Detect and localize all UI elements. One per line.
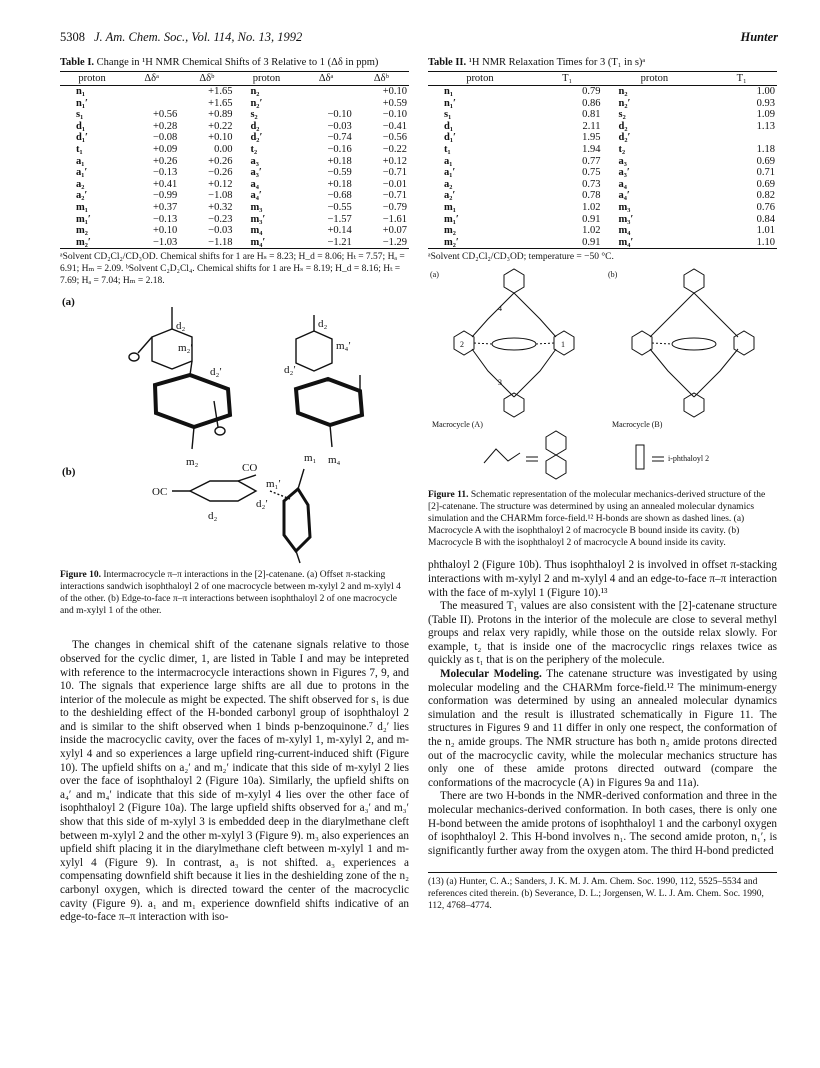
figure10-label: Figure 10. [60,570,101,581]
table-cell: a₁ [444,155,453,167]
table-cell: a₄′ [250,190,262,202]
table2-body [428,86,777,249]
table-cell: −0.59 [327,167,352,179]
fig11-label-b: (b) [608,270,618,280]
table-cell: m₄′ [602,237,706,249]
fig11-num-4: 4 [498,304,502,314]
table-cell: +0.56 [152,109,178,121]
table-cell [299,98,354,110]
table-cell: −1.29 [354,237,409,249]
table-cell: 1.94 [582,143,601,155]
table1-footnote: ᵃSolvent CD₂Cl₂/CD₃OD. Chemical shifts for 1 are Hₛ = 8.23; H_d = 8.06; Hₜ = 7.57; Hₐ = 6.91; Hₘ = 2.09. ᵇSolvent C₂D₂Cl₄. Chemical shifts for 1 are Hₛ = 8.19; H_d = 8.16; Hₜ = 7.69; Hₐ = 7.04; Hₘ = 2.18. [60,252,405,287]
table1-header-row [60,72,409,86]
table-cell: t₁ [76,143,83,155]
references: (13) (a) Hunter, C. A.; Sanders, J. K. M. J. Am. Chem. Soc. 1990, 112, 5525–5534 and references cited therein. (b) Severance, D. L.; Jorgensen, W. L. J. Am. Chem. Soc. 1990, 112, 4768–4774. [428,872,777,912]
table1-header-cell: Δδᵃ [124,72,179,86]
table-row [60,190,409,202]
table-cell: 1.18 [756,143,775,155]
table-row [428,109,777,121]
table-cell: −0.10 [382,109,407,121]
table1 [60,71,409,249]
table2-caption [428,56,777,69]
fig10-m-xylyl-1 [284,489,310,551]
table-cell: m₄ [618,225,631,237]
table-cell: +0.12 [208,178,233,190]
table-cell: −1.61 [382,213,407,225]
table-row [60,98,409,110]
table1-caption-text: Change in ¹H NMR Chemical Shifts of 3 Relative to 1 (Δδ in ppm) [96,57,379,68]
table-cell: 0.71 [756,167,775,179]
fig11-macro-a: Macrocycle (A) [432,420,483,430]
fig10-d2: d₂ [176,320,186,333]
table-cell: −1.18 [179,237,234,249]
table-cell: 1.95 [582,132,601,144]
fig10-ring-upper-right [296,331,332,371]
table-cell: a₁′ [444,167,456,179]
table-cell: n₂ [618,86,628,97]
fig10-d2p-right: d₂′ [284,364,296,377]
fig10-xylyl-right [296,379,362,425]
table-cell: a₂′ [76,190,88,202]
table-cell: n₁ [76,86,85,97]
table-row [60,156,409,168]
right-column [428,56,777,912]
table-cell: −0.41 [382,120,407,132]
table2-label: Table II. [428,57,467,68]
table-cell: −0.01 [382,178,407,190]
table-cell: m₂′ [428,237,532,249]
fig10-isophthaloyl-b [190,481,256,501]
table2-header-cell: T₁ [532,72,603,86]
table-cell: m₂′ [60,237,124,249]
left-column [60,56,409,925]
table-cell: −0.56 [382,132,407,144]
table-cell [124,86,179,98]
figure11-drawing [428,267,777,489]
table-cell: m₃ [618,201,631,213]
fig11-legend-text: i-phthaloyl 2 [668,454,710,464]
table-cell: +0.07 [382,225,407,237]
table-cell: a₁ [76,155,85,167]
table-cell: d₁′ [444,132,456,144]
table-cell: 1.00 [756,86,775,97]
table-cell: +1.65 [208,97,233,109]
table1-header-cell: Δδᵇ [179,72,234,86]
table-cell: −0.10 [327,109,352,121]
table-cell: 0.91 [532,237,603,249]
table-cell: 0.78 [582,190,601,202]
table-cell: −0.03 [327,120,352,132]
table-cell: n₁′ [444,97,456,109]
table-row [428,225,777,237]
table-row [428,98,777,110]
fig11-legend-phthaloyl [636,445,644,469]
table-cell: +0.09 [152,143,178,155]
table-cell: m₁′ [76,213,91,225]
table-cell: +0.10 [152,225,178,237]
fig10-m2p: m₂′ [178,342,193,355]
table-cell: a₂ [76,178,85,190]
table-cell: +0.10 [382,86,407,97]
table-cell: d₁′ [76,132,88,144]
table-cell: n₂ [250,86,260,97]
fig10-label-b: (b) [62,466,76,479]
table2-header-cell: T₁ [706,72,777,86]
fig11-a-cyclohexyl-top [504,269,524,293]
table1-header-cell: Δδᵃ [299,72,354,86]
figure11-label: Figure 11. [428,490,469,501]
table-cell: s₁ [444,109,452,121]
table-cell: +1.65 [208,86,233,97]
table-cell: d₁ [444,120,453,132]
table-cell: n₂′ [250,97,263,109]
table-cell: 0.69 [756,178,775,190]
table-cell: −0.22 [382,143,407,155]
table-row [428,179,777,191]
table-cell: 0.81 [582,109,601,121]
fig11-legend-xylyl [484,449,520,463]
table-cell: m₁ [444,201,456,213]
journal-citation: J. Am. Chem. Soc., Vol. 114, No. 13, 1992 [94,30,303,44]
table-cell: −0.03 [208,225,233,237]
table-cell: n₁ [444,86,453,97]
table-cell: 1.02 [582,201,601,213]
table-row [60,167,409,179]
fig11-label-a: (a) [430,270,439,280]
table-cell: −0.26 [208,167,233,179]
table-cell: a₃ [250,155,259,167]
table-cell: −0.74 [327,132,352,144]
table-cell: m₁′ [444,213,459,225]
table-cell: a₃′ [618,167,630,179]
left-paragraph: The changes in chemical shift of the catenane signals relative to those observed for the cyclic dimer, 1, are listed in Table I and may be intepreted with reference to the intermacrocycle interactions shown in Figures 7, 9, and 10. The signals that experience large shifts are all due to protons in the interior of the molecule as might be expected. The shift observed for s₁ is due to the deshielding effect of the H-bonded carbonyl group of isophthaloyl 2 and is similar to the shift observed when 1 binds p-benzoquinone.⁷ d₂′ lies inside the macrocyclic cavity, over the faces of m-xylyl 1, m-xylyl 2, and m-xylyl 4 and so experiences a large upfield ring-current-induced shift (Figure 10). The upfield shifts on a₂′ and m₂′ indicate that this side of m-xylyl 2 lies over the face of isophthaloyl 2 (Figure 10a). Similarly, the upfield shifts on a₄′ and m₄′ indicate that this side of m-xylyl 4 lies over the other face of isophthaloyl 2 (Figure 10a). The large upfield shifts observed for a₃′ and m₃′ show that this side of m-xylyl 3 is embedded deep in the diarylmethane cleft between m-xylyl 2 and the other m-xylyl 3 (Figure 9). m₃ also experiences an upfield shift placing it in the diarylmethane cleft between m-xylyl 1 and m-xylyl 4 (Figure 9). In contrast, a₃ is not shifted. a₃ experiences a compensating downfield shift because it lies in the deshielding zone of the n₂ carbonyl oxygen, which is directed toward the center of the macrocyclic cavity (Figure 9). a₁ and m₁ experience downfield shifts indicative of an edge-to-face π–π interaction with iso- [60,639,409,924]
table2 [428,71,777,249]
table-cell: +0.22 [208,120,233,132]
table-row [428,167,777,179]
page-number: 5308 [60,30,85,44]
table-cell: 0.82 [756,190,775,202]
table-cell: m₄′ [234,237,298,249]
fig10-label-a: (a) [62,296,75,309]
table-row [60,179,409,191]
table-cell: −0.55 [327,201,352,213]
table-cell [706,132,777,144]
running-header [60,30,778,50]
table-cell: s₂ [250,109,258,121]
table-row [428,190,777,202]
fig10-d2-b: d₂ [208,510,218,523]
right-paragraph-4: There are two H-bonds in the NMR-derived conformation and three in the molecular mechanics-derived conformation. In both cases, there is only one H-bond between the amide protons of isophthaloyl 1 and the carbonyl oxygen of isophthaloyl 2. This H-bond involves n₁. The second amide proton, n₁′, is significantly further away from the oxygen atom. The third H-bond predicted [428,790,777,857]
table-cell: −1.08 [208,190,233,202]
table-cell: t₂ [250,143,258,155]
right-body-text [428,559,777,858]
fig11-macro-b: Macrocycle (B) [612,420,663,430]
table-cell: t₂ [618,143,626,155]
table-row [428,156,777,168]
table-cell: a₃′ [250,167,262,179]
fig11-b-cyclohexyl-top [684,269,704,293]
table-cell: −0.71 [382,167,407,179]
table-cell: 0.00 [214,143,233,155]
table1-label: Table I. [60,57,95,68]
fig11-a-ring-2 [454,331,474,355]
table-cell: 0.76 [756,201,775,213]
table-cell: 0.73 [582,178,601,190]
table-cell: m₄ [250,225,263,237]
fig11-b-ring [632,331,652,355]
fig10-m4: m₄ [328,454,341,467]
running-author: Hunter [740,30,778,44]
right-paragraph-2: The measured T₁ values are also consistent with the [2]-catenane structure (Table II). Protons in the interior of the molecule are close to several methyl groups and relax very rapidly, while those on the outside relax slowly. For example, t₂ that is inside one of the macrocyclic rings relaxes twice as quickly as t₁ that is on the periphery of the molecule. [428,600,777,667]
table2-caption-text: ¹H NMR Relaxation Times for 3 (T₁ in s)ᵃ [468,57,646,68]
section-heading-molecular-modeling: Molecular Modeling. [440,668,542,681]
left-body-text [60,639,409,924]
table-cell: 1.01 [756,225,775,237]
table-cell: +0.18 [327,178,352,190]
table-cell: +0.18 [327,155,352,167]
table-cell: 1.09 [756,109,775,121]
table-cell: d₁ [76,120,85,132]
table-cell: −0.16 [327,143,352,155]
table-cell: −0.99 [152,190,178,202]
table-cell: a₄′ [618,190,630,202]
table-row [60,132,409,144]
table-cell: d₂′ [618,132,631,144]
fig11-a-guest [492,338,536,350]
table-row [428,144,777,156]
fig10-d2p: d₂′ [210,366,222,379]
table-cell: m₃′ [250,213,266,225]
table-cell: +0.37 [152,201,178,213]
fig11-num-2: 2 [460,340,464,350]
table-cell: −1.21 [299,237,354,249]
table-cell: m₂ [444,225,456,237]
table-cell: a₂ [444,178,453,190]
right-paragraph-3-text: The catenane structure was investigated by using molecular modeling and the CHARMm force-field.¹² The minimum-energy conformation was determined by using an annealed molecular dynamics simulation and the result is illustrated schematically in Figure 11. The structures in Figures 9 and 11 differ in only one respect, the conformation of the n₂ amide groups. The NMR structure has both n₂ amide protons directed out of the macrocyclic cavity, while the molecular mechanics structure has only one of these amide protons directed outward (compare the conformations of the macrocycle (A) in Figures 9a and 11a). [428,668,777,789]
table-cell: 1.13 [756,120,775,132]
table-cell: a₃ [618,155,627,167]
table-cell: 0.91 [582,213,601,225]
fig10-oc: OC [152,486,168,499]
fig10-m4p: m₄′ [336,340,351,353]
right-paragraph-1: phthaloyl 2 (Figure 10b). Thus isophthaloyl 2 is involved in offset π-stacking interactions with m-xylyl 2 and m-xylyl 4 and an edge-to-face π–π interaction with the face of m-xylyl 1 (Figure 10).¹³ [428,559,777,599]
table-cell: 0.93 [756,97,775,109]
table-row [428,121,777,133]
table-cell: 1.02 [582,225,601,237]
table-cell: +0.26 [208,155,233,167]
table2-header-cell: proton [602,72,706,86]
table-cell: 0.77 [582,155,601,167]
table-cell: a₂′ [444,190,456,202]
table-cell: n₂′ [618,97,631,109]
table-cell: −1.03 [124,237,179,249]
table-cell: a₄ [250,178,259,190]
table-cell: 1.10 [706,237,777,249]
table-row [60,86,409,98]
table-cell: −0.68 [327,190,352,202]
table-cell: −0.13 [152,167,178,179]
table2-header-cell: proton [428,72,532,86]
fig11-a-chain [472,293,514,337]
table-cell: +0.89 [208,109,233,121]
table-cell: +0.28 [152,120,178,132]
table-cell: 0.75 [582,167,601,179]
table1-header-cell: Δδᵇ [354,72,409,86]
table1-caption [60,56,409,69]
table-cell: d₂ [618,120,628,132]
table-row [428,202,777,214]
table-cell: +0.26 [152,155,178,167]
table-row [60,225,409,237]
table1-header-cell: proton [234,72,298,86]
table-cell: m₂ [76,225,88,237]
table-cell: −0.79 [382,201,407,213]
table-row [60,202,409,214]
fig10-d2-right: d₂ [318,318,328,331]
table-cell: +0.10 [208,132,233,144]
table-cell: d₂ [250,120,260,132]
fig10-m1: m₁ [304,452,317,465]
table-row [428,237,777,249]
table-row [60,237,409,249]
fig10-m1p: m₁′ [266,478,281,491]
table-cell: −0.08 [152,132,178,144]
table-cell [124,98,179,110]
table-cell: +0.12 [382,155,407,167]
fig11-num-3: 3 [498,378,502,388]
fig11-num-1: 1 [561,340,565,350]
table-cell: 0.69 [756,155,775,167]
table1-header-cell: proton [60,72,124,86]
table-cell: n₁′ [76,97,88,109]
table-cell: +0.59 [382,97,407,109]
table-cell: 0.84 [756,213,775,225]
table-cell: 2.11 [582,120,601,132]
table-cell: m₃ [250,201,263,213]
fig10-d2p-b: d₂′ [256,498,268,511]
table-cell: −0.71 [382,190,407,202]
table-row [428,214,777,226]
fig10-co: CO [242,462,258,475]
table-cell: m₃′ [618,213,634,225]
fig10-xylyl-left [155,375,230,427]
table-row [60,109,409,121]
right-paragraph-3 [428,668,777,790]
figure11-caption-text: Schematic representation of the molecular mechanics-derived structure of the [2]-catenane. The structure was determined by using an annealed molecular dynamics simulation and the CHARMm force-field.¹² H-bonds are shown as dashed lines. (a) Macrocycle A with the isophthaloyl 2 of macrocycle B bound inside its cavity. (b) Macrocycle B with the isophthaloyl 2 of macrocycle A bound inside its cavity. [428,490,766,549]
table-cell: s₂ [618,109,626,121]
figure11-caption [428,489,777,549]
table-cell: −0.23 [208,213,233,225]
table-cell: d₂′ [250,132,263,144]
table-cell: −0.13 [152,213,178,225]
fig11-b-guest [672,338,716,350]
table-cell: +0.41 [152,178,178,190]
table-cell: t₁ [444,143,451,155]
table1-body [60,86,409,249]
fig10-m2: m₂ [186,456,199,469]
table-row [60,144,409,156]
table2-footnote: ᵃSolvent CD₂Cl₂/CD₃OD; temperature = −50 °C. [428,252,614,263]
table-cell: a₄ [618,178,627,190]
table-cell: 0.86 [582,97,601,109]
figure10-drawing [60,291,409,569]
figure10-caption [60,569,409,617]
table2-header-row [428,72,777,86]
table-cell: +0.32 [208,201,233,213]
table-row [428,86,777,98]
table-cell [299,86,354,98]
table-cell: s₁ [76,109,84,121]
table-cell: 0.79 [582,86,601,97]
table-cell: +0.14 [327,225,352,237]
table-cell: −1.57 [327,213,352,225]
table-row [60,214,409,226]
table-row [60,121,409,133]
table-cell: a₁′ [76,167,88,179]
table-cell: m₁ [76,201,88,213]
figure10-caption-text: Intermacrocycle π–π interactions in the [2]-catenane. (a) Offset π-stacking interactions sandwich isophthaloyl 2 of one macrocycle between m-xylyl 2 and m-xylyl 4 of the other. (b) Edge-to-face π–π interactions between isophthaloyl 2 of one macrocycle and m-xylyl 1 of the other. [60,570,401,617]
table-row [428,132,777,144]
